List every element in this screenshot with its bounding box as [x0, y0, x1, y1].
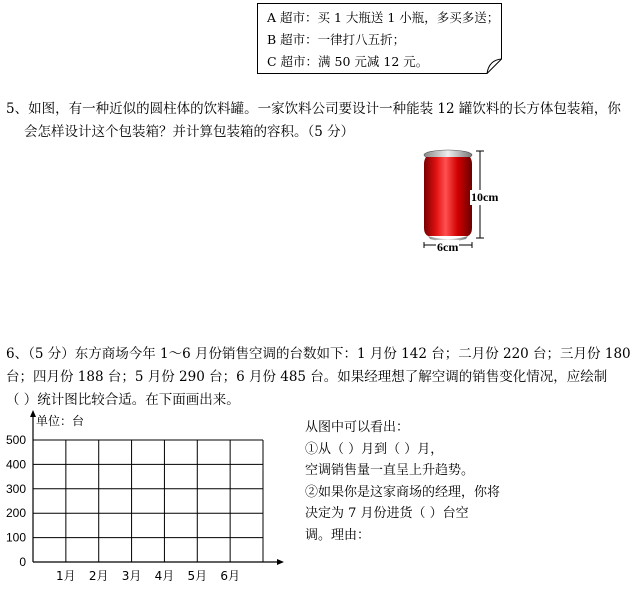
question6-line2: 台；四月份 188 台；5 月份 290 台；6 月份 485 台。如果经理想了解空调的销售变化情况，应绘制 — [6, 369, 608, 385]
x-tick-label: 3月 — [121, 569, 142, 583]
y-tick-label: 0 — [19, 555, 26, 569]
note-line-a: A 超市：买 1 大瓶送 1 小瓶，多买多送； — [267, 10, 500, 25]
x-tick-label: 6月 — [220, 569, 240, 583]
y-tick-label: 100 — [5, 530, 26, 545]
diameter-label: 6cm — [437, 240, 459, 254]
x-tick-label: 5月 — [187, 569, 208, 583]
x-axis-arrow — [277, 559, 284, 565]
y-tick-label: 300 — [5, 481, 26, 496]
answer-trend-text: 空调销售量一直呈上升趋势。 — [305, 463, 475, 478]
question6-line1: 6、（5 分）东方商场今年 1～6 月份销售空调的台数如下：1 月份 142 台；二月份 220 台；三月份 180 — [6, 346, 631, 362]
x-tick-label: 2月 — [88, 569, 109, 583]
x-tick-label: 1月 — [56, 569, 76, 583]
y-tick-label: 200 — [5, 506, 26, 521]
answer-manager-prompt: ②如果你是这家商场的经理，你将 — [305, 485, 501, 500]
question5-line2: 会怎样设计这个包装箱？并计算包装箱的容积。（5 分） — [24, 124, 355, 140]
y-tick-label: 400 — [5, 457, 26, 472]
answer-intro: 从图中可以看出： — [305, 420, 410, 435]
can-body — [424, 150, 472, 242]
promo-note — [257, 3, 502, 74]
note-line-c: C 超市：满 50 元减 12 元。 — [267, 54, 429, 69]
question6-line3: （ ）统计图比较合适。在下面画出来。 — [6, 392, 240, 408]
answer-trend-months: ①从（ ）月到（ ）月， — [305, 442, 444, 457]
question5-line1: 5、如图，有一种近似的圆柱体的饮料罐。一家饮料公司要设计一种能装 12 罐饮料的长方体包装箱，你 — [6, 101, 621, 117]
height-label: 10cm — [471, 190, 499, 204]
x-tick-label: 4月 — [154, 569, 175, 583]
blank-line-chart[interactable] — [0, 405, 300, 601]
y-tick-label: 500 — [5, 433, 26, 447]
unit-label: 单位：台 — [36, 414, 85, 428]
note-line-b: B 超市：一律打八五折； — [267, 32, 406, 47]
answer-reason: 调。理由： — [305, 528, 371, 543]
answer-july-stock: 决定为 7 月份进货（ ）台空 — [305, 506, 469, 521]
